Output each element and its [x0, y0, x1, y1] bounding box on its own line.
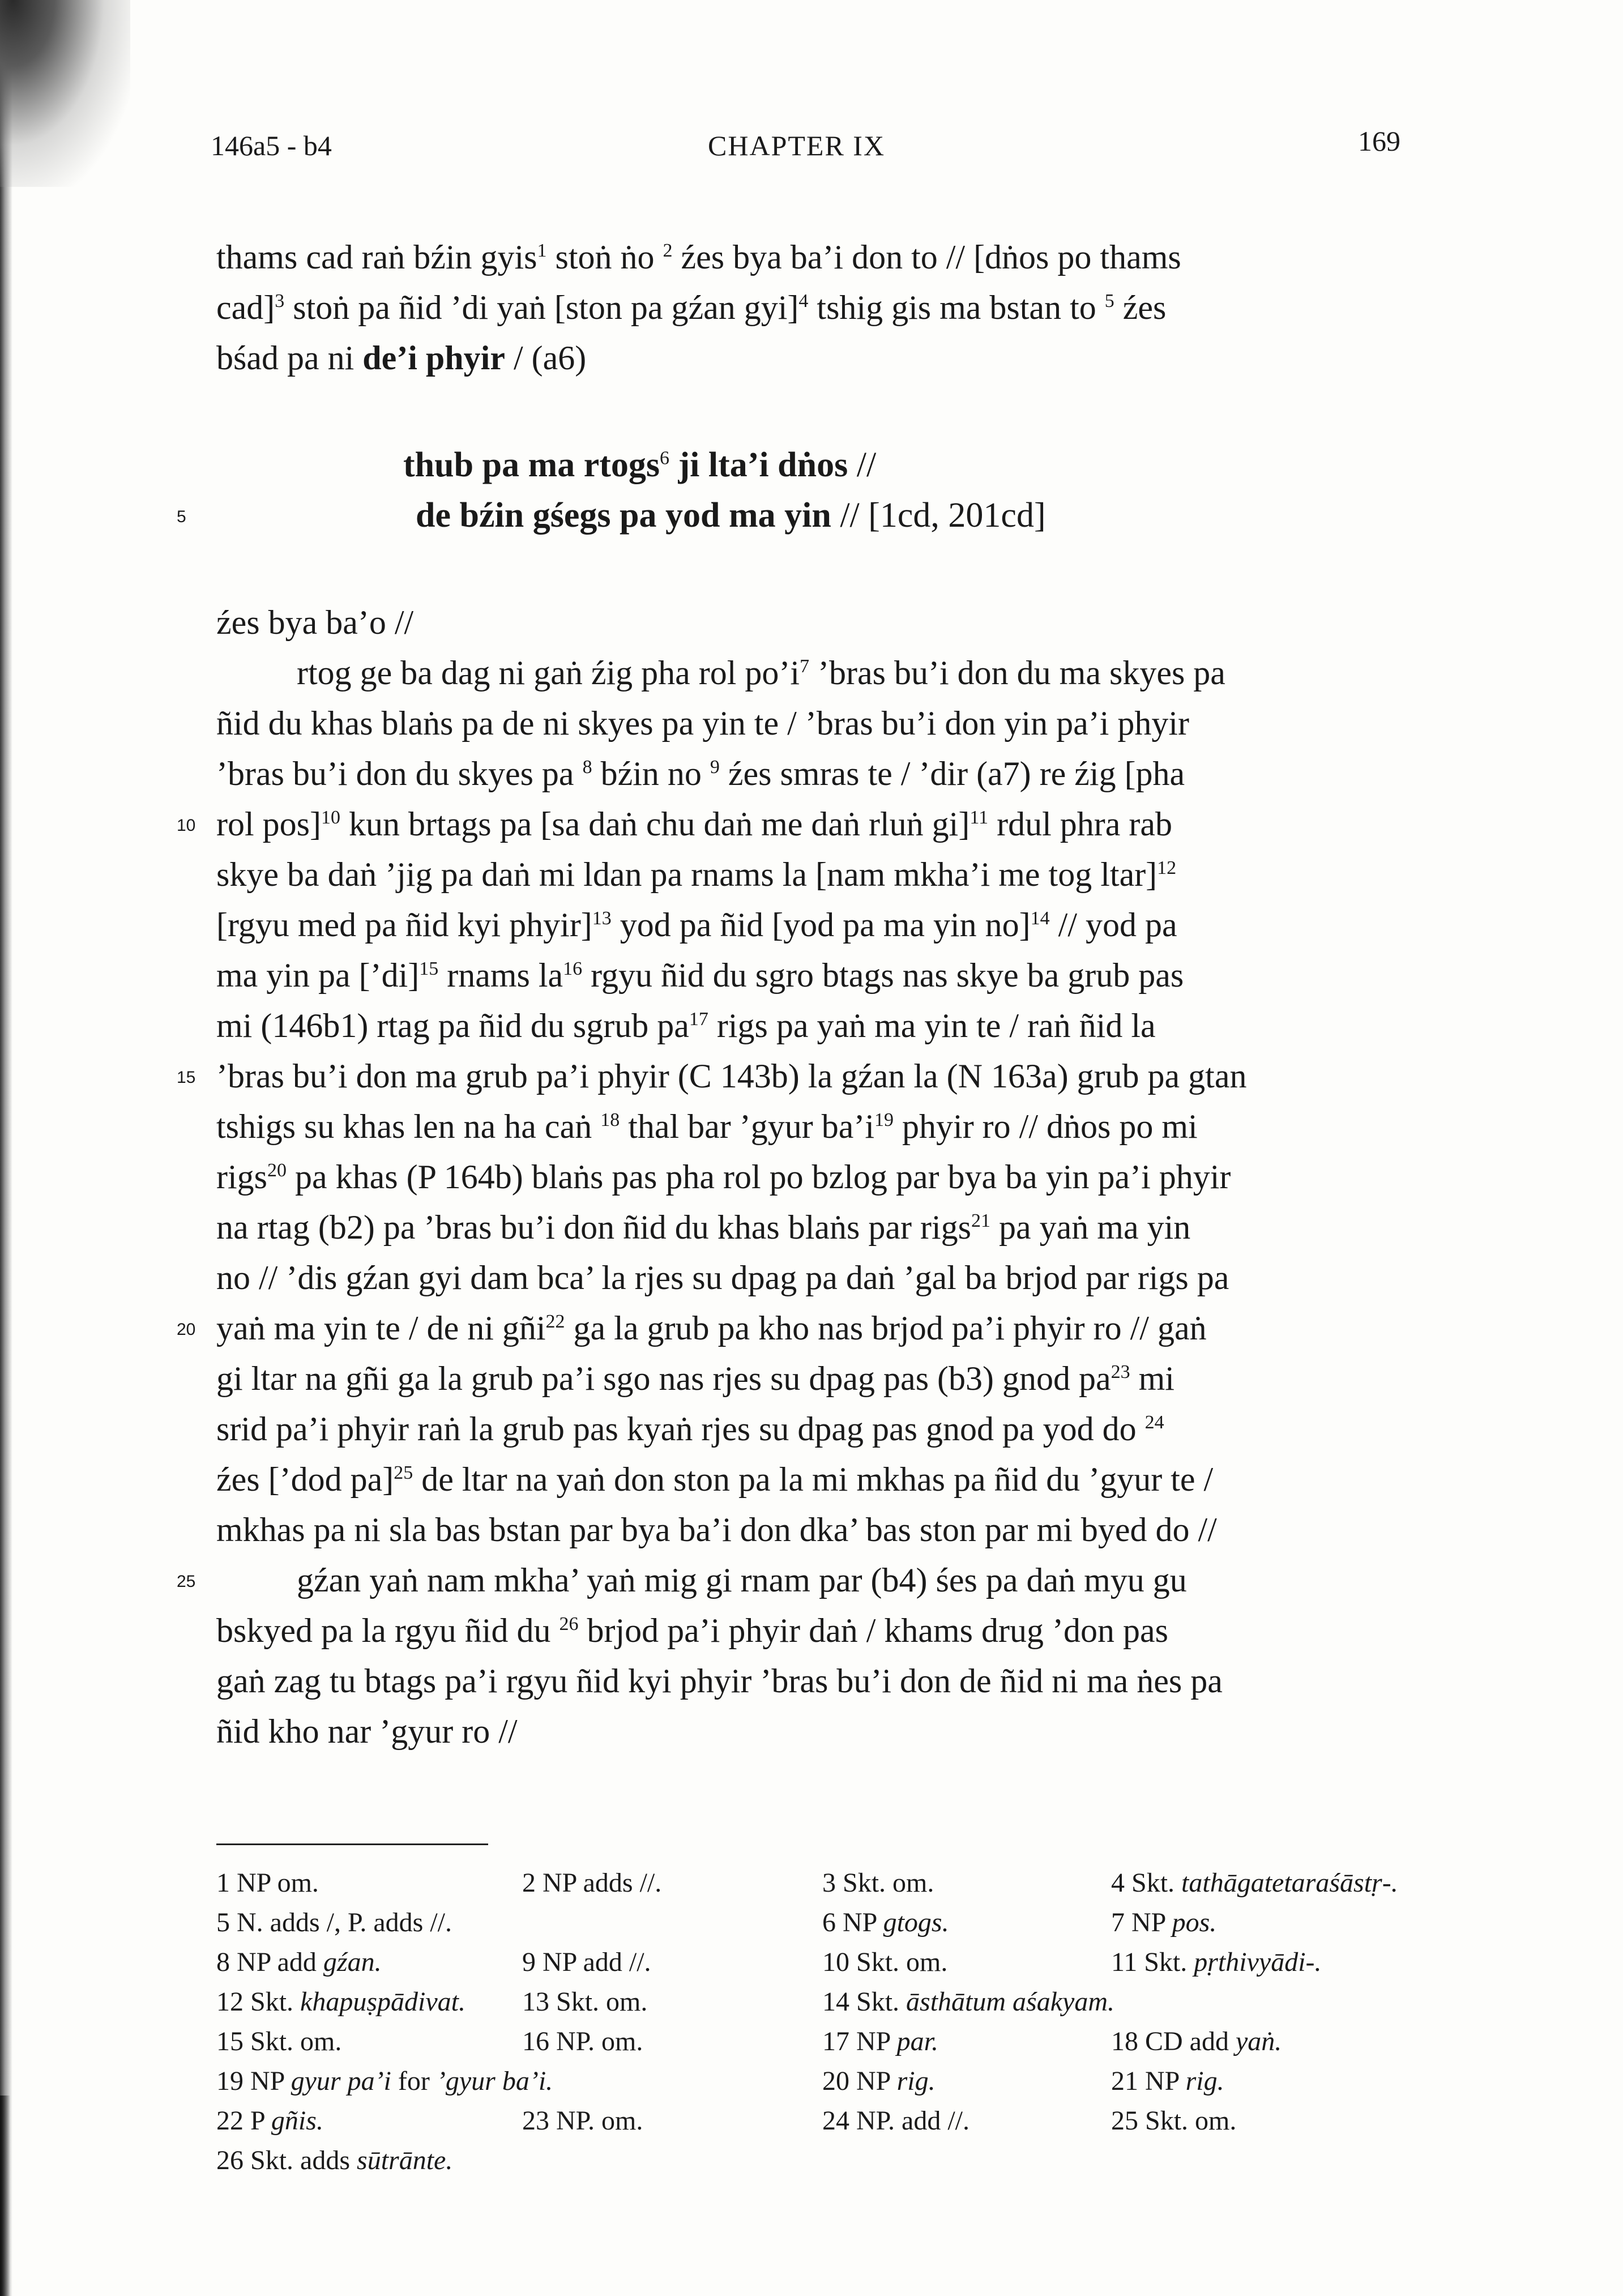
- scan-left-edge: [0, 0, 12, 2296]
- line-number: 10: [177, 816, 196, 835]
- footnote: 4 Skt. tathāgatetaraśāstṛ-.: [1111, 1868, 1398, 1898]
- text-line: mkhas pa ni sla bas bstan par bya ba’i don dka’ bas ston par mi byed do //: [216, 1511, 1217, 1548]
- footnote: 25 Skt. om.: [1111, 2106, 1237, 2136]
- footnote-ref: 24: [1144, 1412, 1164, 1433]
- footnote-ref: 23: [1111, 1362, 1130, 1382]
- footnote: 26 Skt. adds sūtrānte.: [216, 2145, 453, 2175]
- text-line: skye ba daṅ ’jig pa daṅ mi ldan pa rnams la [nam mkha’i me tog ltar]$^{12}$: [216, 856, 1177, 893]
- footnote: 22 P gñis.: [216, 2106, 323, 2136]
- text-line: srid pa’i phyir raṅ la grub pas kyaṅ rjes su dpag pas gnod pa yod do $^{24}$: [216, 1410, 1164, 1448]
- footnote-ref: 7: [800, 656, 810, 677]
- footnote: 1 NP om.: [216, 1868, 319, 1898]
- text-line: rigs$^{20}$ pa khas (P 164b) blaṅs pas pha rol po bzlog par bya ba yin pa’i phyir: [216, 1158, 1231, 1196]
- footnote: 18 CD add yaṅ.: [1111, 2026, 1282, 2056]
- footnote-row: [216, 2062, 1417, 2101]
- footnote: 3 Skt. om.: [822, 1868, 934, 1898]
- footnote: 21 NP rig.: [1111, 2066, 1224, 2096]
- footnotes: [216, 1863, 1417, 2180]
- footnote-ref: 11: [969, 807, 989, 828]
- text-line: [rgyu med pa ñid kyi phyir]$^{13}$ yod pa ñid [yod pa ma yin no]$^{14}$ // yod pa: [216, 906, 1177, 944]
- footnote-row: [216, 2022, 1417, 2062]
- text-line: mi (146b1) rtag pa ñid du sgrub $pa^{17}$ rigs pa yaṅ ma yin te / raṅ ñid la: [216, 1007, 1156, 1044]
- footnote: 8 NP add gźan.: [216, 1947, 382, 1977]
- footnote-ref: 16: [563, 958, 583, 979]
- footnote-divider: [216, 1843, 488, 1845]
- text-line: źes bya ba’o //: [216, 604, 414, 641]
- spacer: [216, 541, 1417, 598]
- footnote-ref: 18: [600, 1109, 620, 1130]
- text-line: ’bras bu’i don du skyes pa $^8$ bźin no $^9$ źes smras te / ’dir (a7) re źig [pha: [216, 755, 1185, 792]
- footnote-row: [216, 2141, 1417, 2180]
- folio-range: 146a5 - b4: [211, 130, 332, 161]
- footnote: 17 NP par.: [822, 2026, 938, 2056]
- footnote-ref: 5: [1104, 291, 1114, 311]
- footnote: 11 Skt. pṛthivyādi-.: [1111, 1947, 1322, 1977]
- text-line: no // ’dis gźan gyi dam bca’ la rjes su dpag pa daṅ ’gal ba brjod par rigs pa: [216, 1259, 1229, 1296]
- footnote-ref: 21: [971, 1210, 991, 1231]
- text-line: rtog ge ba dag ni gaṅ źig pha rol $po’i^7$ ’bras bu’i don du ma skyes pa: [297, 654, 1225, 692]
- footnote: 15 Skt. om.: [216, 2026, 342, 2056]
- line-number: 15: [177, 1068, 196, 1087]
- footnote-row: [216, 1982, 1417, 2022]
- text-line: źes [’dod pa]$^{25}$ de ltar na yaṅ don ston pa la mi mkhas pa ñid du ’gyur te /: [216, 1461, 1214, 1498]
- footnote-ref: 6: [660, 447, 670, 469]
- text-line: gźan yaṅ nam mkha’ yaṅ mig gi rnam par (b4) śes pa daṅ myu gu: [297, 1561, 1187, 1599]
- text-line: yaṅ ma yin te / de ni gñi$^{22}$ ga la grub pa kho nas brjod pa’i phyir ro // gaṅ: [216, 1309, 1207, 1347]
- spacer: [216, 383, 1417, 440]
- footnote: 13 Skt. om.: [522, 1987, 648, 2017]
- text-line: thams cad raṅ bźin gyis$^1$ stoṅ ṅo $^2$ źes bya ba’i don to // [dṅos po thams: [216, 238, 1181, 276]
- footnote-ref: 14: [1030, 908, 1050, 929]
- footnote-ref: 13: [592, 908, 612, 929]
- scan-bottom-edge: [0, 2096, 10, 2296]
- text-line: cad]$^3$ stoṅ pa ñid ’di yaṅ [ston pa gźan gyi]$^4$ tshig gis ma bstan to $^5$ źes: [216, 289, 1167, 326]
- footnote: 2 NP adds //.: [522, 1868, 662, 1898]
- text-line: bskyed pa la rgyu ñid du $^{26}$ brjod pa’i phyir daṅ / khams drug ’don pas: [216, 1612, 1168, 1649]
- footnote: 12 Skt. khapuṣpādivat.: [216, 1987, 465, 2017]
- text-line: ñid kho nar ’gyur ro //: [216, 1713, 518, 1750]
- footnote-ref: 17: [689, 1009, 708, 1030]
- text-line: ñid du khas blaṅs pa de ni skyes pa yin te / ’bras bu’i don yin pa’i phyir: [216, 705, 1190, 742]
- footnote: 20 NP rig.: [822, 2066, 936, 2096]
- text-line: gaṅ zag tu btags pa’i rgyu ñid kyi phyir ’bras bu’i don de ñid ni ma ṅes pa: [216, 1662, 1223, 1700]
- footnote-ref: 1: [537, 240, 547, 261]
- footnote-ref: 3: [275, 291, 285, 311]
- text-line: tshigs su khas len na ha caṅ $^{18}$ thal bar ’gyur $ba’i^{19}$ phyir ro // dṅos po mi: [216, 1108, 1198, 1145]
- footnote: 9 NP add //.: [522, 1947, 651, 1977]
- footnote: 23 NP. om.: [522, 2106, 643, 2136]
- line-number: 25: [177, 1572, 196, 1591]
- main-text: [216, 232, 1417, 1757]
- verse-line: thub pa ma rtogs$^6$ ji lta’i dṅos //: [403, 446, 877, 484]
- footnote-ref: 9: [710, 757, 720, 778]
- text-line: rol pos]$^{10}$ kun brtags pa [sa daṅ chu daṅ me daṅ rluṅ gi]$^{11}$ rdul phra rab: [216, 805, 1172, 843]
- footnote: 14 Skt. āsthātum aśakyam.: [822, 1987, 1114, 2017]
- text-line: gi ltar na gñi ga la grub pa’i sgo nas rjes su dpag pas (b3) gnod $pa^{23}$ mi: [216, 1360, 1174, 1397]
- footnote-ref: 19: [874, 1109, 894, 1130]
- footnote-ref: 22: [545, 1311, 565, 1332]
- footnote: 6 NP gtogs.: [822, 1907, 949, 1937]
- text-line: ’bras bu’i don ma grub pa’i phyir (C 143b) la gźan la (N 163a) grub pa gtan: [216, 1057, 1247, 1095]
- page-number: 169: [1358, 125, 1400, 157]
- footnote-ref: 20: [267, 1160, 287, 1181]
- running-header: [0, 125, 1623, 174]
- text-line: ma yin pa [’di]$^{15}$ rnams $la^{16}$ rgyu ñid du sgro btags nas skye ba grub pas: [216, 957, 1184, 994]
- line-number: 20: [177, 1320, 196, 1339]
- footnote-row: [216, 1943, 1417, 1982]
- footnote: 10 Skt. om.: [822, 1947, 948, 1977]
- footnote: 5 N. adds /, P. adds //.: [216, 1907, 452, 1937]
- footnote-ref: 2: [663, 240, 673, 261]
- verse-line: de bźin gśegs pa yod ma yin // [1cd, 201cd]: [416, 496, 1046, 535]
- footnote-row: [216, 2101, 1417, 2141]
- footnote-ref: 12: [1157, 857, 1177, 878]
- footnote-row: [216, 1863, 1417, 1903]
- footnote-ref: 15: [419, 958, 439, 979]
- footnote: 19 NP gyur pa’i for ’gyur ba’i.: [216, 2066, 553, 2096]
- footnote: 7 NP pos.: [1111, 1907, 1217, 1937]
- chapter-title: CHAPTER IX: [708, 130, 886, 161]
- footnote: 16 NP. om.: [522, 2026, 643, 2056]
- line-number: 5: [177, 507, 186, 526]
- footnote-ref: 8: [582, 757, 592, 778]
- text-line: na rtag (b2) pa ’bras bu’i don ñid du khas blaṅs par rigs$^{21}$ pa yaṅ ma yin: [216, 1209, 1191, 1246]
- text-line: bśad pa ni de’i phyir / (a6): [216, 339, 587, 377]
- footnote-ref: 10: [321, 807, 340, 828]
- footnote: 24 NP. add //.: [822, 2106, 970, 2136]
- footnote-ref: 4: [798, 291, 809, 311]
- footnote-ref: 25: [394, 1462, 413, 1483]
- footnote-ref: 26: [559, 1614, 579, 1634]
- footnote-row: [216, 1903, 1417, 1943]
